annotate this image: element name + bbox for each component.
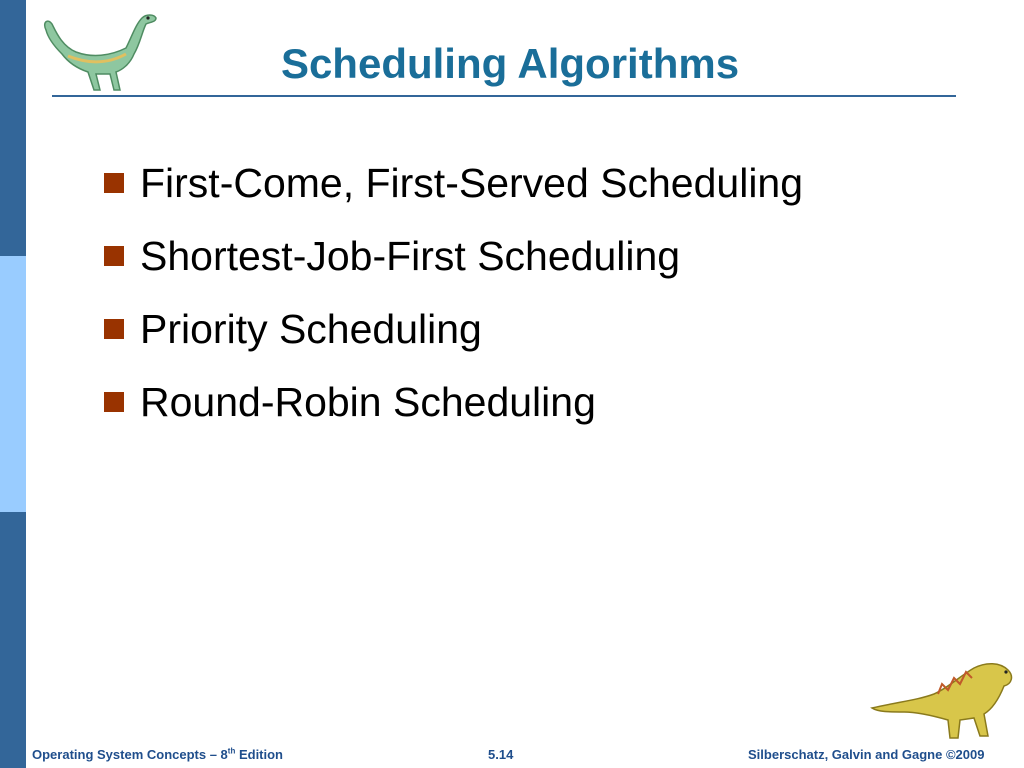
side-bar-middle-segment [0,256,26,512]
dinosaur-icon [868,650,1018,742]
bullet-list [104,146,803,438]
list-item [104,219,803,292]
bullet-text: Priority Scheduling [140,305,482,352]
bullet-square-icon [104,246,124,266]
list-item [104,365,803,438]
dinosaur-icon [38,8,158,96]
footer-book-superscript: th [227,746,236,756]
slide-title: Scheduling Algorithms [280,40,740,87]
bullet-text: First-Come, First-Served Scheduling [140,159,804,206]
bullet-text: Shortest-Job-First Scheduling [140,232,681,279]
side-bar-top-segment [0,0,26,256]
footer-book-prefix: Operating System Concepts – 8 [32,747,228,762]
bullet-square-icon [104,173,124,193]
footer-book-title [32,744,283,766]
bullet-square-icon [104,319,124,339]
bullet-text: Round-Robin Scheduling [140,378,596,425]
left-side-bar [0,0,26,768]
footer-authors: Silberschatz, Galvin and Gagne ©2009 [748,747,985,762]
list-item [104,292,803,365]
bullet-square-icon [104,392,124,412]
title-divider [52,95,956,97]
side-bar-bottom-segment [0,512,26,768]
footer-page-number: 5.14 [488,747,514,762]
footer-book-suffix: Edition [235,747,284,762]
list-item [104,146,803,219]
